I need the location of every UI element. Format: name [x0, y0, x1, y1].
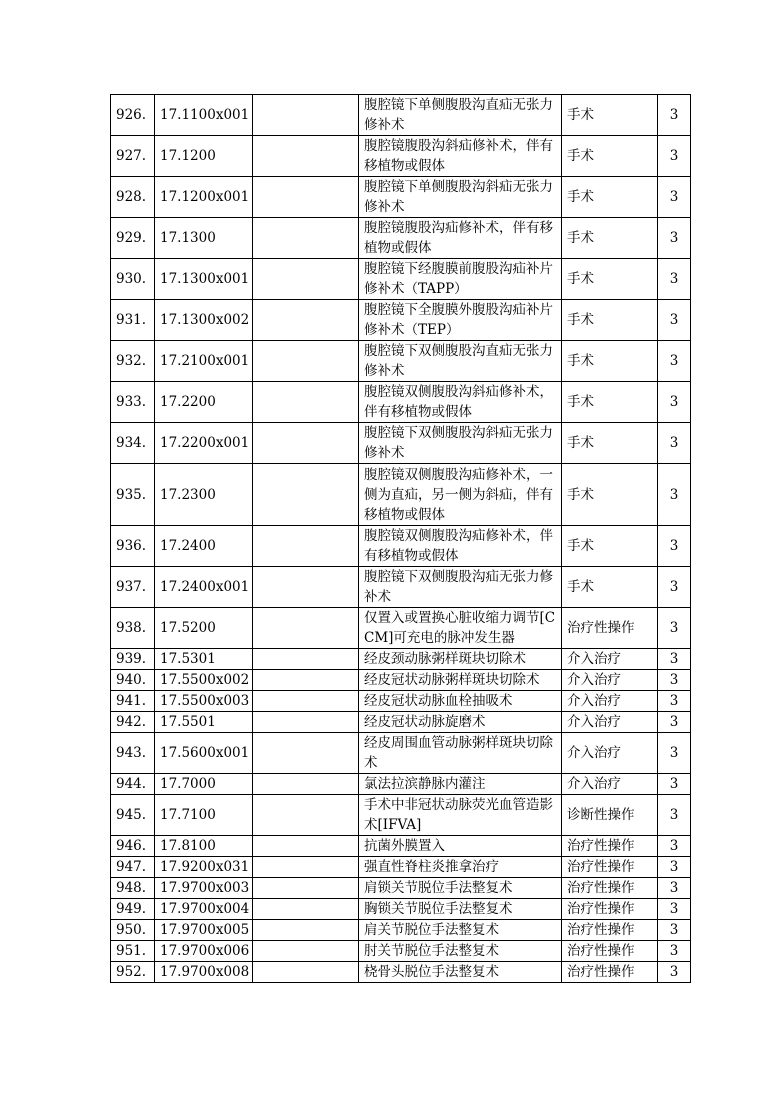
table-row	[111, 464, 691, 526]
row-number: 930.	[111, 259, 155, 300]
blank-cell	[253, 878, 359, 899]
procedure-level: 3	[658, 836, 691, 857]
procedure-name: 胸锁关节脱位手法整复术	[359, 899, 562, 920]
procedure-level: 3	[658, 670, 691, 691]
procedure-name: 腹腔镜下双侧腹股沟疝无张力修补术	[359, 567, 562, 608]
procedure-name: 腹腔镜下全腹膜外腹股沟疝补片修补术（TEP）	[359, 300, 562, 341]
procedure-type: 手术	[562, 259, 658, 300]
procedure-code: 17.1300	[155, 218, 253, 259]
row-number: 950.	[111, 920, 155, 941]
blank-cell	[253, 962, 359, 983]
blank-cell	[253, 836, 359, 857]
row-number: 946.	[111, 836, 155, 857]
row-number: 948.	[111, 878, 155, 899]
table-row	[111, 920, 691, 941]
row-number: 952.	[111, 962, 155, 983]
procedure-level: 3	[658, 712, 691, 733]
procedure-type: 治疗性操作	[562, 941, 658, 962]
blank-cell	[253, 136, 359, 177]
procedure-type: 手术	[562, 300, 658, 341]
procedure-type: 手术	[562, 177, 658, 218]
procedure-code: 17.9700x008	[155, 962, 253, 983]
procedure-level: 3	[658, 962, 691, 983]
row-number: 929.	[111, 218, 155, 259]
procedure-type: 手术	[562, 567, 658, 608]
procedure-type: 介入治疗	[562, 712, 658, 733]
procedure-code: 17.5500x002	[155, 670, 253, 691]
procedure-name: 经皮颈动脉粥样斑块切除术	[359, 649, 562, 670]
table-row	[111, 341, 691, 382]
table-row	[111, 608, 691, 649]
blank-cell	[253, 341, 359, 382]
table-row	[111, 774, 691, 795]
procedure-level: 3	[658, 941, 691, 962]
row-number: 926.	[111, 95, 155, 136]
blank-cell	[253, 857, 359, 878]
procedure-code: 17.2400	[155, 526, 253, 567]
table-row	[111, 526, 691, 567]
table-row	[111, 670, 691, 691]
table-row	[111, 423, 691, 464]
procedure-type: 手术	[562, 423, 658, 464]
table-row	[111, 899, 691, 920]
procedure-code: 17.1200	[155, 136, 253, 177]
row-number: 940.	[111, 670, 155, 691]
table-row	[111, 691, 691, 712]
procedure-code: 17.1200x001	[155, 177, 253, 218]
procedure-type: 手术	[562, 526, 658, 567]
procedure-level: 3	[658, 259, 691, 300]
procedure-level: 3	[658, 95, 691, 136]
procedure-name: 经皮冠状动脉旋磨术	[359, 712, 562, 733]
procedure-code: 17.9700x003	[155, 878, 253, 899]
table-row	[111, 567, 691, 608]
table-row	[111, 218, 691, 259]
procedure-type: 手术	[562, 136, 658, 177]
row-number: 947.	[111, 857, 155, 878]
row-number: 932.	[111, 341, 155, 382]
procedure-type: 治疗性操作	[562, 878, 658, 899]
row-number: 934.	[111, 423, 155, 464]
procedure-name: 腹腔镜下单侧腹股沟斜疝无张力修补术	[359, 177, 562, 218]
procedure-name: 桡骨头脱位手法整复术	[359, 962, 562, 983]
procedure-table-body	[111, 95, 691, 983]
row-number: 931.	[111, 300, 155, 341]
procedure-code: 17.5200	[155, 608, 253, 649]
procedure-code: 17.9700x004	[155, 899, 253, 920]
procedure-type: 介入治疗	[562, 691, 658, 712]
blank-cell	[253, 712, 359, 733]
blank-cell	[253, 733, 359, 774]
table-row	[111, 95, 691, 136]
blank-cell	[253, 608, 359, 649]
procedure-level: 3	[658, 857, 691, 878]
procedure-name: 肘关节脱位手法整复术	[359, 941, 562, 962]
procedure-name: 经皮冠状动脉粥样斑块切除术	[359, 670, 562, 691]
procedure-level: 3	[658, 423, 691, 464]
table-row	[111, 836, 691, 857]
blank-cell	[253, 774, 359, 795]
procedure-name: 腹腔镜双侧腹股沟斜疝修补术，伴有移植物或假体	[359, 382, 562, 423]
blank-cell	[253, 95, 359, 136]
procedure-code: 17.1100x001	[155, 95, 253, 136]
procedure-name: 腹腔镜下双侧腹股沟斜疝无张力修补术	[359, 423, 562, 464]
procedure-type: 诊断性操作	[562, 795, 658, 836]
procedure-code: 17.5501	[155, 712, 253, 733]
row-number: 938.	[111, 608, 155, 649]
table-row	[111, 136, 691, 177]
row-number: 943.	[111, 733, 155, 774]
table-row	[111, 712, 691, 733]
procedure-type: 手术	[562, 95, 658, 136]
row-number: 941.	[111, 691, 155, 712]
procedure-name: 腹腔镜下单侧腹股沟直疝无张力修补术	[359, 95, 562, 136]
procedure-code: 17.7100	[155, 795, 253, 836]
table-row	[111, 259, 691, 300]
table-row	[111, 941, 691, 962]
procedure-code: 17.2200	[155, 382, 253, 423]
blank-cell	[253, 567, 359, 608]
row-number: 945.	[111, 795, 155, 836]
procedure-name: 腹腔镜腹股沟斜疝修补术，伴有移植物或假体	[359, 136, 562, 177]
row-number: 944.	[111, 774, 155, 795]
procedure-level: 3	[658, 691, 691, 712]
table-row	[111, 733, 691, 774]
row-number: 936.	[111, 526, 155, 567]
procedure-type: 介入治疗	[562, 670, 658, 691]
procedure-type: 手术	[562, 218, 658, 259]
procedure-name: 肩锁关节脱位手法整复术	[359, 878, 562, 899]
procedure-code: 17.9700x005	[155, 920, 253, 941]
row-number: 935.	[111, 464, 155, 526]
blank-cell	[253, 259, 359, 300]
procedure-type: 治疗性操作	[562, 920, 658, 941]
row-number: 933.	[111, 382, 155, 423]
procedure-type: 介入治疗	[562, 774, 658, 795]
procedure-name: 氯法拉滨静脉内灌注	[359, 774, 562, 795]
procedure-table	[110, 94, 691, 983]
procedure-type: 手术	[562, 382, 658, 423]
procedure-level: 3	[658, 899, 691, 920]
blank-cell	[253, 649, 359, 670]
procedure-name: 手术中非冠状动脉荧光血管造影术[IFVA]	[359, 795, 562, 836]
procedure-code: 17.5500x003	[155, 691, 253, 712]
blank-cell	[253, 795, 359, 836]
row-number: 949.	[111, 899, 155, 920]
procedure-code: 17.1300x001	[155, 259, 253, 300]
blank-cell	[253, 177, 359, 218]
row-number: 951.	[111, 941, 155, 962]
blank-cell	[253, 464, 359, 526]
procedure-level: 3	[658, 382, 691, 423]
procedure-level: 3	[658, 177, 691, 218]
procedure-type: 手术	[562, 341, 658, 382]
table-row	[111, 177, 691, 218]
procedure-code: 17.5301	[155, 649, 253, 670]
table-row	[111, 300, 691, 341]
procedure-type: 治疗性操作	[562, 962, 658, 983]
procedure-level: 3	[658, 341, 691, 382]
table-row	[111, 649, 691, 670]
row-number: 937.	[111, 567, 155, 608]
procedure-level: 3	[658, 649, 691, 670]
blank-cell	[253, 218, 359, 259]
procedure-name: 腹腔镜下经腹膜前腹股沟疝补片修补术（TAPP）	[359, 259, 562, 300]
procedure-type: 治疗性操作	[562, 608, 658, 649]
procedure-level: 3	[658, 795, 691, 836]
procedure-code: 17.5600x001	[155, 733, 253, 774]
blank-cell	[253, 899, 359, 920]
procedure-level: 3	[658, 136, 691, 177]
procedure-type: 介入治疗	[562, 733, 658, 774]
procedure-code: 17.2400x001	[155, 567, 253, 608]
procedure-code: 17.9200x031	[155, 857, 253, 878]
blank-cell	[253, 382, 359, 423]
table-row	[111, 878, 691, 899]
procedure-type: 手术	[562, 464, 658, 526]
table-row	[111, 382, 691, 423]
procedure-code: 17.2200x001	[155, 423, 253, 464]
procedure-name: 强直性脊柱炎推拿治疗	[359, 857, 562, 878]
blank-cell	[253, 941, 359, 962]
procedure-name: 经皮周围血管动脉粥样斑块切除术	[359, 733, 562, 774]
row-number: 928.	[111, 177, 155, 218]
procedure-code: 17.1300x002	[155, 300, 253, 341]
blank-cell	[253, 526, 359, 567]
procedure-level: 3	[658, 733, 691, 774]
procedure-name: 腹腔镜腹股沟疝修补术，伴有移植物或假体	[359, 218, 562, 259]
procedure-level: 3	[658, 300, 691, 341]
procedure-level: 3	[658, 464, 691, 526]
table-row	[111, 962, 691, 983]
procedure-type: 治疗性操作	[562, 857, 658, 878]
procedure-level: 3	[658, 920, 691, 941]
procedure-level: 3	[658, 526, 691, 567]
procedure-name: 抗菌外膜置入	[359, 836, 562, 857]
procedure-type: 治疗性操作	[562, 836, 658, 857]
procedure-code: 17.2300	[155, 464, 253, 526]
procedure-level: 3	[658, 774, 691, 795]
procedure-type: 介入治疗	[562, 649, 658, 670]
table-row	[111, 857, 691, 878]
row-number: 939.	[111, 649, 155, 670]
procedure-level: 3	[658, 608, 691, 649]
row-number: 927.	[111, 136, 155, 177]
procedure-level: 3	[658, 567, 691, 608]
blank-cell	[253, 670, 359, 691]
table-row	[111, 795, 691, 836]
blank-cell	[253, 300, 359, 341]
procedure-name: 腹腔镜双侧腹股沟疝修补术，伴有移植物或假体	[359, 526, 562, 567]
blank-cell	[253, 423, 359, 464]
procedure-type: 治疗性操作	[562, 899, 658, 920]
procedure-name: 仅置入或置换心脏收缩力调节[CCM]可充电的脉冲发生器	[359, 608, 562, 649]
procedure-code: 17.8100	[155, 836, 253, 857]
blank-cell	[253, 920, 359, 941]
procedure-name: 经皮冠状动脉血栓抽吸术	[359, 691, 562, 712]
procedure-code: 17.9700x006	[155, 941, 253, 962]
procedure-name: 肩关节脱位手法整复术	[359, 920, 562, 941]
procedure-level: 3	[658, 878, 691, 899]
blank-cell	[253, 691, 359, 712]
procedure-code: 17.7000	[155, 774, 253, 795]
procedure-code: 17.2100x001	[155, 341, 253, 382]
procedure-name: 腹腔镜双侧腹股沟疝修补术，一侧为直疝，另一侧为斜疝，伴有移植物或假体	[359, 464, 562, 526]
procedure-name: 腹腔镜下双侧腹股沟直疝无张力修补术	[359, 341, 562, 382]
row-number: 942.	[111, 712, 155, 733]
procedure-level: 3	[658, 218, 691, 259]
